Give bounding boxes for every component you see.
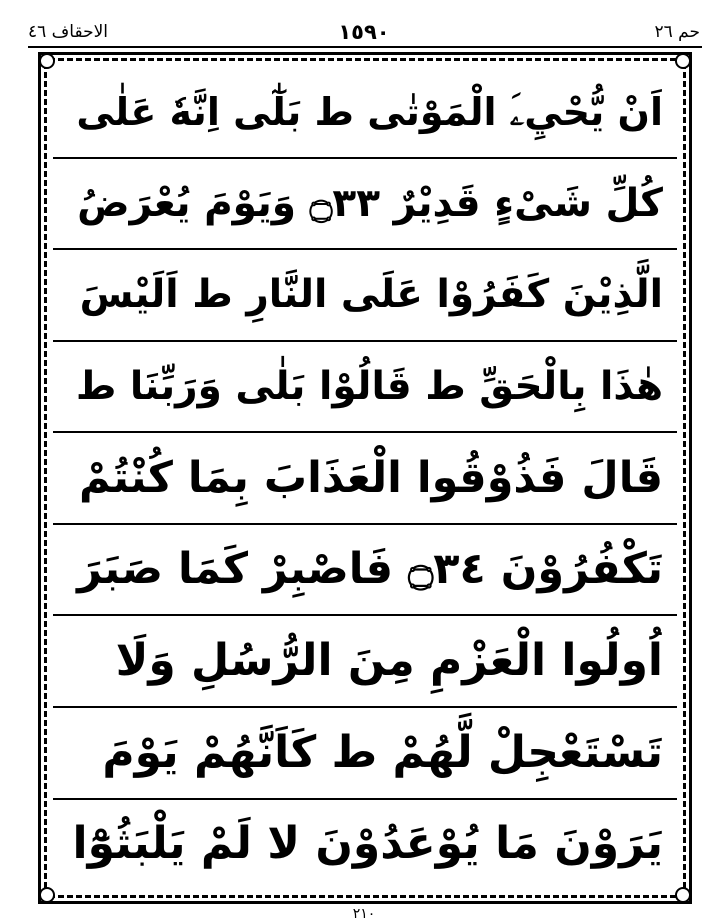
verse-line-4: هٰذَا بِالْحَقِّ ط قَالُوْا بَلٰى وَرَبِّنَا ط — [53, 342, 677, 434]
page-number: ١٥٩٠ — [338, 20, 390, 44]
surah-name-label: الاحقاف ٤٦ — [28, 22, 108, 42]
corner-ornament-icon — [39, 887, 55, 903]
page-frame — [38, 52, 692, 904]
page-header — [28, 22, 700, 46]
frame-chain-top — [49, 58, 681, 61]
corner-ornament-icon — [675, 887, 691, 903]
frame-chain-bottom — [49, 895, 681, 898]
header-rule — [28, 46, 702, 48]
corner-ornament-icon — [675, 53, 691, 69]
page-footer-number: ٢١٠ — [352, 906, 376, 920]
verse-line-9: يَرَوْنَ مَا يُوْعَدُوْنَ لا لَمْ يَلْبَثُوْٓا — [72, 818, 663, 870]
verse-line-2: كُلِّ شَىْءٍ قَدِيْرٌ ۝٣٣ وَيَوْمَ يُعْرَضُ — [53, 159, 677, 251]
surah-para-label: حم ٢٦ — [654, 22, 700, 42]
verse-line-5: قَالَ فَذُوْقُوا الْعَذَابَ بِمَا كُنْتُمْ — [53, 433, 677, 525]
frame-chain-right — [683, 63, 686, 893]
verse-line-3: الَّذِيْنَ كَفَرُوْا عَلَى النَّارِ ط اَلَيْسَ — [53, 250, 677, 342]
verse-line-8: تَسْتَعْجِلْ لَّهُمْ ط كَاَنَّهُمْ يَوْمَ — [53, 708, 677, 800]
verse-line-6: تَكْفُرُوْنَ ۝٣٤ فَاصْبِرْ كَمَا صَبَرَ — [53, 525, 677, 617]
verse-line-7: اُولُوا الْعَزْمِ مِنَ الرُّسُلِ وَلَا — [53, 616, 677, 708]
verse-lines — [53, 67, 677, 889]
frame-chain-left — [44, 63, 47, 893]
verse-line-1: اَنْ يُّحْيِۦَ الْمَوْتٰى ط بَلٰٓى اِنَّهٗ عَلٰى — [53, 67, 677, 159]
